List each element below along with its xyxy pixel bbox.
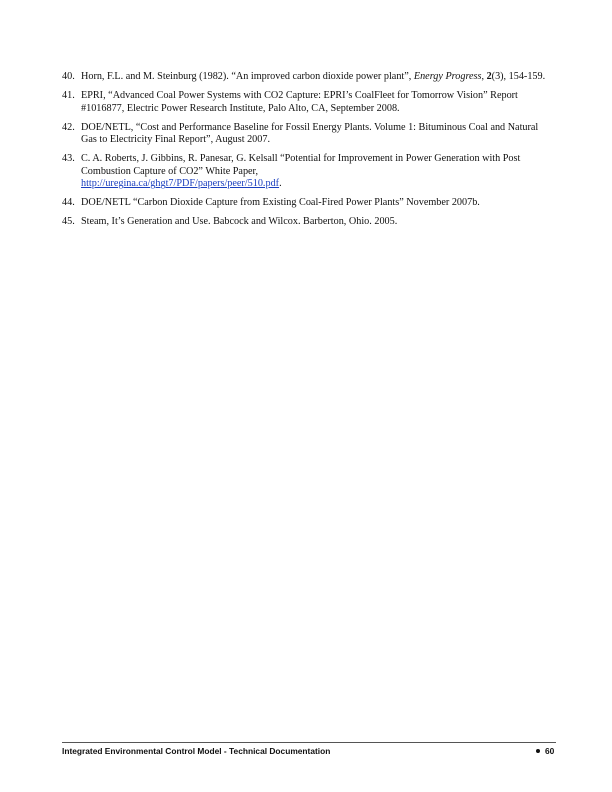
reference-pdf-link[interactable]: http://uregina.ca/ghgt7/PDF/papers/peer/510.pdf xyxy=(81,178,280,190)
reference-item-45 xyxy=(62,216,546,229)
reference-list xyxy=(62,71,546,235)
reference-number: 42. xyxy=(62,121,75,133)
footer-page-number xyxy=(536,746,554,756)
reference-text: Steam, It’s Generation and Use. Babcock and Wilcox. Barberton, Ohio. 2005. xyxy=(81,216,398,228)
reference-text: DOE/NETL, “Cost and Performance Baseline for Fossil Energy Plants. Volume 1: Bituminous Coal and Natural Gas to Electricity Final Report”, August 2007. xyxy=(81,121,539,146)
reference-text xyxy=(81,153,546,191)
reference-number: 44. xyxy=(62,197,75,209)
reference-item-40 xyxy=(62,71,546,84)
reference-volume: 2 xyxy=(486,71,492,82)
reference-authors: Horn, F.L. and M. Steinburg (1982). “An improved carbon dioxide power plant”, xyxy=(81,71,414,82)
reference-number: 45. xyxy=(62,216,75,228)
reference-number: 41. xyxy=(62,89,75,101)
reference-text xyxy=(81,71,546,84)
reference-text: DOE/NETL “Carbon Dioxide Capture from Existing Coal-Fired Power Plants” November 2007b. xyxy=(81,197,480,209)
reference-item-42 xyxy=(62,122,546,147)
bullet-icon xyxy=(536,749,540,753)
reference-item-43 xyxy=(62,153,546,191)
footer-title: Integrated Environmental Control Model - Technical Documentation xyxy=(62,746,331,756)
reference-link-period: . xyxy=(279,178,282,190)
reference-number: 40. xyxy=(62,71,75,82)
reference-item-41 xyxy=(62,90,546,115)
footer-divider xyxy=(62,742,556,743)
reference-text: EPRI, “Advanced Coal Power Systems with CO2 Capture: EPRI’s CoalFleet for Tomorrow Vision” Report #1016877, Electric Power Research Institute, Palo Alto, CA, September 2008. xyxy=(81,89,518,114)
reference-item-44 xyxy=(62,197,546,210)
reference-issue-pages: (3), 154-159. xyxy=(491,71,546,82)
reference-number: 43. xyxy=(62,153,75,165)
reference-journal: Energy Progress xyxy=(413,71,482,82)
reference-separator: , xyxy=(481,71,487,82)
reference-body: C. A. Roberts, J. Gibbins, R. Panesar, G. Kelsall “Potential for Improvement in Power Generation with Post Combustion Capture of CO2” White Paper, xyxy=(81,153,521,177)
page-number: 60 xyxy=(545,746,555,756)
